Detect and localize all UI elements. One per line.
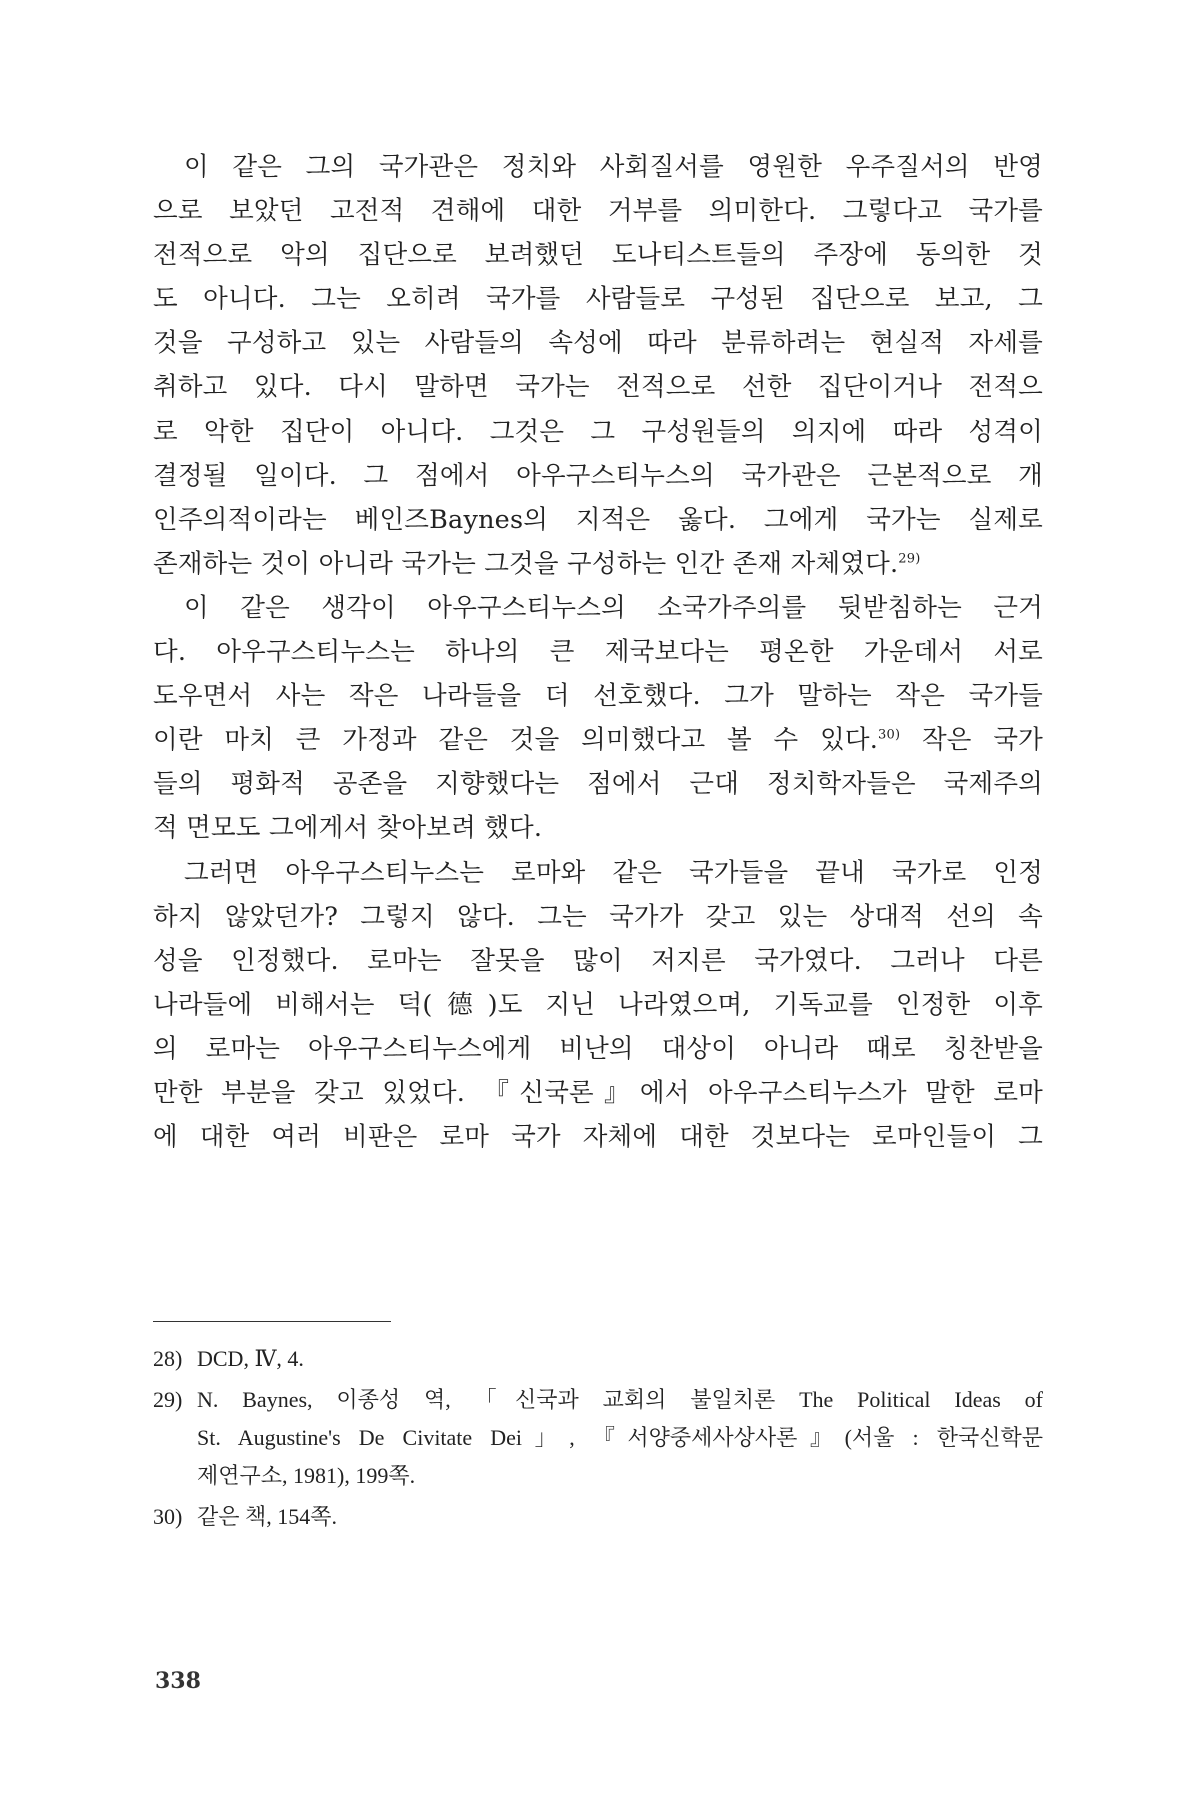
body-line (153, 983, 1043, 1027)
body-line (153, 1115, 1043, 1159)
body-line (153, 630, 1043, 674)
body-line-text: 성을 인정했다. 로마는 잘못을 많이 저지른 국가였다. 그러나 다른 (153, 945, 1043, 976)
page-number: 338 (155, 1668, 201, 1694)
body-line (153, 277, 1043, 321)
body-line (153, 410, 1043, 454)
body-line-text: 취하고 있다. 다시 말하면 국가는 전적으로 선한 집단이거나 전적으 (153, 372, 1043, 403)
body-line (153, 851, 1043, 895)
body-line-text: 의 로마는 아우구스티누스에게 비난의 대상이 아니라 때로 칭찬받을 (153, 1033, 1043, 1064)
footnote-reference: 29) (898, 551, 921, 567)
body-line-text: 도우면서 사는 작은 나라들을 더 선호했다. 그가 말하는 작은 국가들 (153, 681, 1043, 712)
body-line (153, 454, 1043, 498)
body-line (153, 498, 1043, 542)
footnote-text-line: 제연구소, 1981), 199쪽. (197, 1463, 416, 1488)
body-line-text: 로 악한 집단이 아니다. 그것은 그 구성원들의 의지에 따라 성격이 (153, 416, 1043, 447)
body-line (153, 1071, 1043, 1115)
body-line (153, 806, 1043, 850)
body-line-text: 이 같은 생각이 아우구스티누스의 소국가주의를 뒷받침하는 근거 (184, 592, 1043, 623)
body-line-text: 전적으로 악의 집단으로 보려했던 도나티스트들의 주장에 동의한 것 (153, 240, 1043, 271)
footnote (153, 1498, 1043, 1536)
body-line-text: 결정될 일이다. 그 점에서 아우구스티누스의 국가관은 근본적으로 개 (153, 460, 1043, 491)
body-line-text: 적 면모도 그에게서 찾아보려 했다. (153, 813, 543, 844)
footnote-number: 28) (153, 1346, 183, 1371)
footnote (153, 1381, 1043, 1495)
body-line (153, 1027, 1043, 1071)
body-line (153, 321, 1043, 365)
body-line (153, 762, 1043, 806)
body-line-text: 들의 평화적 공존을 지향했다는 점에서 근대 정치학자들은 국제주의 (153, 769, 1043, 800)
footnote-text-line: 같은 책, 154쪽. (197, 1504, 338, 1529)
footnote-reference: 30) (878, 727, 901, 743)
footnote-number: 29) (153, 1387, 183, 1412)
body-line-text: 그러면 아우구스티누스는 로마와 같은 국가들을 끝내 국가로 인정 (184, 857, 1043, 888)
footnote-text-line: N. Baynes, 이종성 역, 「신국과 교회의 불일치론 The Political Ideas of (197, 1387, 1043, 1412)
body-line-text: 에 대한 여러 비판은 로마 국가 자체에 대한 것보다는 로마인들이 그 (153, 1122, 1043, 1153)
body-line (153, 718, 1043, 762)
body-line (153, 895, 1043, 939)
footnotes (153, 1340, 1043, 1536)
body-line-text: 하지 않았던가? 그렇지 않다. 그는 국가가 갖고 있는 상대적 선의 속 (153, 901, 1043, 932)
body-line (153, 586, 1043, 630)
body-line-text: 이 같은 그의 국가관은 정치와 사회질서를 영원한 우주질서의 반영 (184, 152, 1043, 182)
body-line-text: 나라들에 비해서는 덕(德)도 지닌 나라였으며, 기독교를 인정한 이후 (153, 989, 1043, 1020)
body-line (153, 233, 1043, 277)
body-line-text: 다. 아우구스티누스는 하나의 큰 제국보다는 평온한 가운데서 서로 (153, 637, 1043, 668)
body-line-text: 도 아니다. 그는 오히려 국가를 사람들로 구성된 집단으로 보고, 그 (153, 284, 1043, 315)
body-line-text: 만한 부분을 갖고 있었다. 『신국론』에서 아우구스티누스가 말한 로마 (153, 1077, 1043, 1108)
body-line (153, 939, 1043, 983)
footnote-text-line: St. Augustine's De Civitate Dei」, 『서양중세사상사론』(서울 : 한국신학문 (197, 1425, 1043, 1450)
body-line-text: 존재하는 것이 아니라 국가는 그것을 구성하는 인간 존재 자체였다. (153, 548, 899, 579)
body-line (153, 145, 1043, 189)
footnote-text-line: DCD, Ⅳ, 4. (197, 1346, 304, 1371)
footnote (153, 1340, 1043, 1378)
footnote-number: 30) (153, 1504, 183, 1529)
body-line-text: 것을 구성하고 있는 사람들의 속성에 따라 분류하려는 현실적 자세를 (153, 328, 1043, 359)
body-line-text: 이란 마치 큰 가정과 같은 것을 의미했다고 볼 수 있다. (153, 725, 879, 756)
footnote-divider (153, 1321, 391, 1322)
body-line (153, 674, 1043, 718)
body-line-text: 인주의적이라는 베인즈Baynes의 지적은 옳다. 그에게 국가는 실제로 (153, 504, 1043, 535)
body-line (153, 542, 1043, 586)
body-line (153, 365, 1043, 409)
body-line-text-continued: 작은 국가 (900, 725, 1043, 756)
body-line-text: 으로 보았던 고전적 견해에 대한 거부를 의미한다. 그렇다고 국가를 (153, 196, 1043, 227)
body-line (153, 189, 1043, 233)
body-text (153, 145, 1043, 1159)
